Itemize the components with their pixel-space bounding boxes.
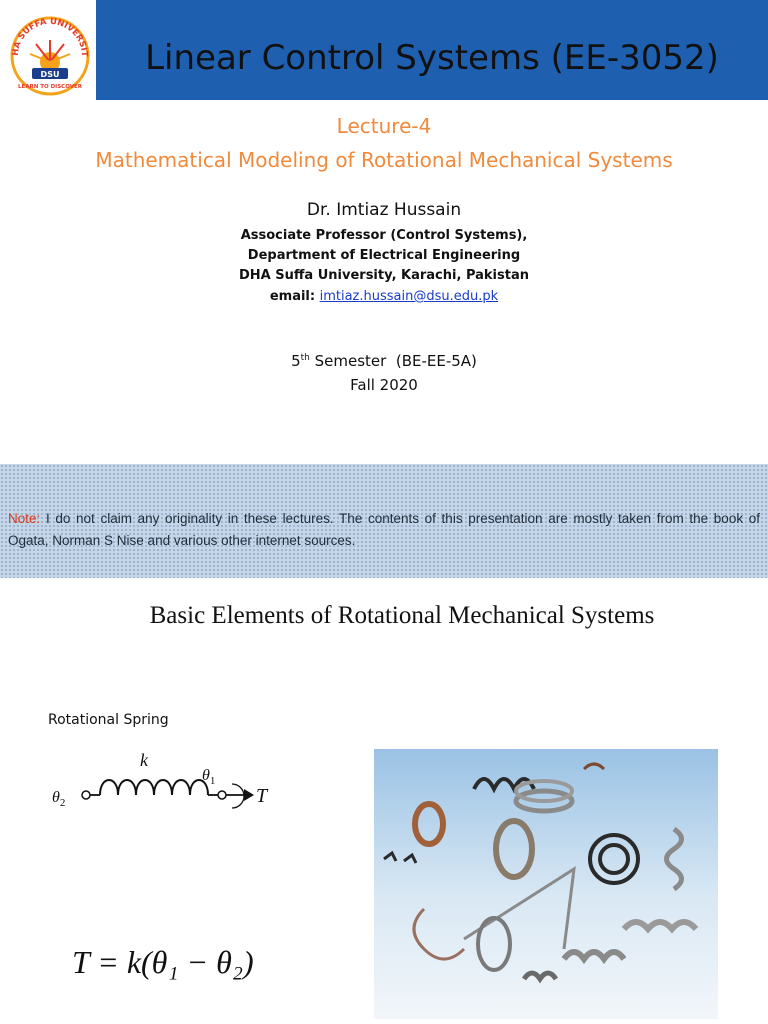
semester-suffix: th	[300, 353, 310, 363]
semester-line	[0, 352, 768, 370]
university-logo	[8, 6, 92, 98]
term: Fall 2020	[350, 376, 418, 394]
disclaimer-text	[8, 508, 760, 552]
terminal-left	[82, 791, 90, 799]
author-department: Department of Electrical Engineering	[247, 248, 521, 263]
logo-arc-text: HA SUFFA UNIVERSIT	[10, 16, 90, 58]
torque-arrow-icon	[244, 789, 254, 801]
rotational-spring-label: Rotational Spring	[48, 712, 169, 728]
spring-equation: T = k(θ₁ − θ₂)	[72, 944, 254, 980]
disclaimer-body: I do not claim any originality in these lectures. The contents of this presentation are mostly taken from the book of Ogata, Norman S Nise and various other internet sources.	[8, 511, 760, 548]
springs-photo	[374, 749, 718, 1019]
theta1-label: $\theta_1$	[202, 767, 216, 787]
lecture-topic: Mathematical Modeling of Rotational Mechanical Systems	[95, 148, 673, 172]
semester-text: Semester (BE-EE-5A)	[309, 352, 477, 370]
course-title: Linear Control Systems (EE-3052)	[145, 38, 719, 78]
disclaimer-box	[0, 464, 768, 578]
spring-constant-label: k	[140, 750, 148, 770]
email-link[interactable]: imtiaz.hussain@dsu.edu.pk	[319, 289, 499, 304]
disclaimer-label: Note:	[8, 511, 41, 526]
semester-number: 5	[291, 352, 301, 370]
author-position: Associate Professor (Control Systems),	[240, 228, 528, 243]
theta2-label: $\theta_2$	[52, 789, 66, 809]
lecture-number: Lecture-4	[336, 114, 432, 138]
title-bar	[96, 0, 768, 100]
author-email-line	[0, 289, 768, 304]
logo-banner-text: DSU	[40, 70, 60, 79]
torque-label: T	[256, 785, 268, 807]
author-name: Dr. Imtiaz Hussain	[306, 200, 462, 220]
terminal-right	[218, 791, 226, 799]
logo-motto: LEARN TO DISCOVER	[18, 84, 82, 90]
email-label: email:	[269, 289, 320, 304]
author-university: DHA Suffa University, Karachi, Pakistan	[239, 268, 529, 283]
rotation-arrow-icon	[232, 784, 244, 808]
spring-coil	[100, 780, 208, 795]
slide2-title: Basic Elements of Rotational Mechanical Systems	[149, 602, 655, 629]
rotational-spring-diagram	[40, 740, 300, 820]
